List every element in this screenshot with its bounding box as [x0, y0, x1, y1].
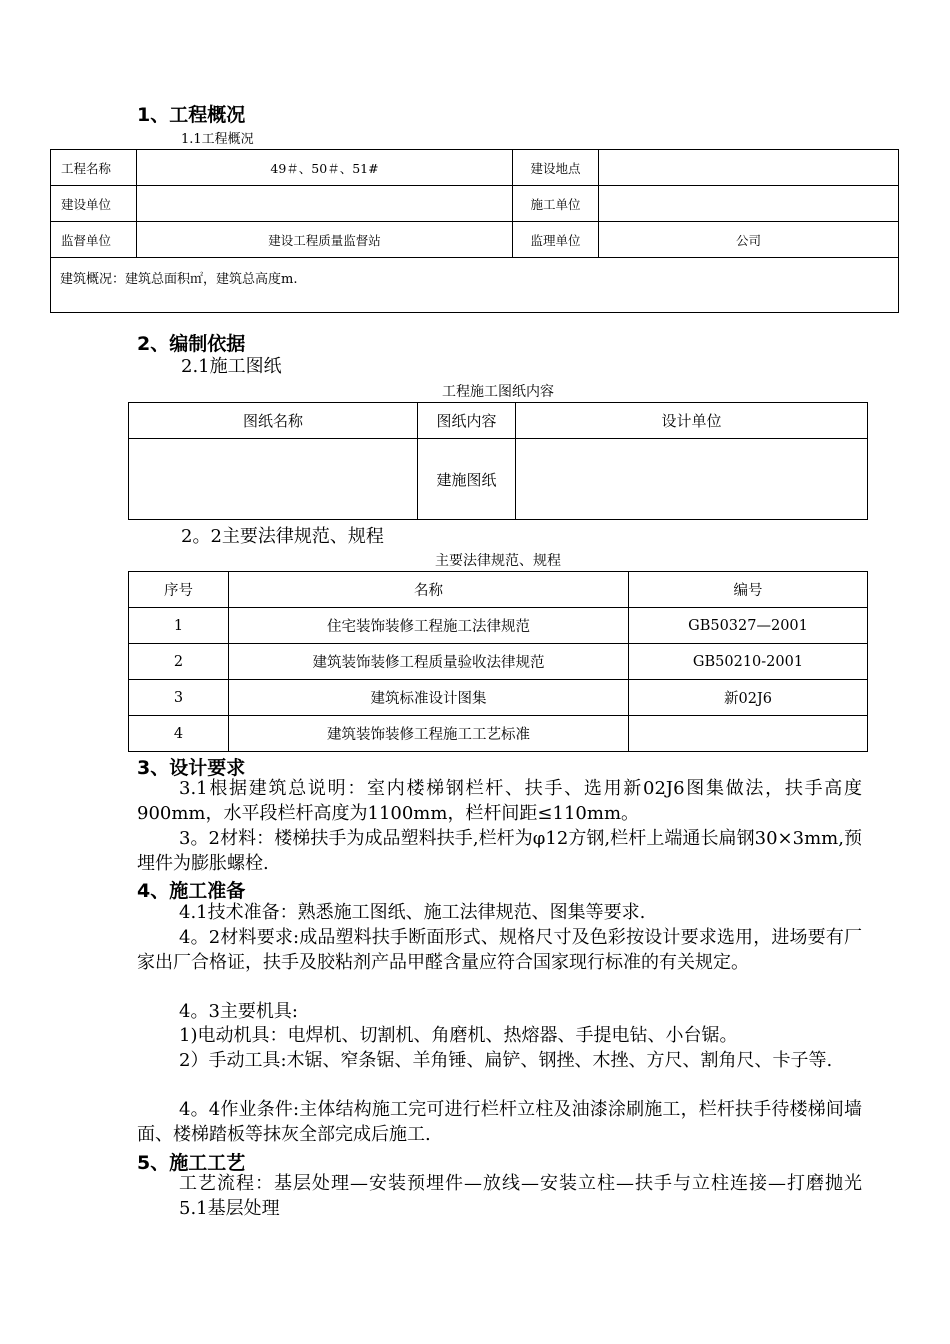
paragraph-3-1: 3.1根据建筑总说明：室内楼梯钢栏杆、扶手、选用新02J6图集做法，扶手高度900mm，水平段栏杆高度为1100mm，栏杆间距≤110mm。 [137, 778, 862, 824]
table-cell: 建设地点 [513, 150, 599, 186]
table-cell [516, 439, 868, 520]
section-3-heading: 3、设计要求 [137, 757, 246, 779]
table-cell: 1 [129, 608, 229, 644]
table-row [51, 150, 899, 186]
table-cell: 建施图纸 [418, 439, 516, 520]
paragraph-5-flow [137, 1172, 862, 1221]
table-cell: 建筑标准设计图集 [229, 680, 629, 716]
section-2-heading: 2、编制依据 [137, 333, 246, 355]
table-cell: 公司 [599, 222, 899, 258]
table-cell [129, 439, 418, 520]
table-cell: GB50327—2001 [629, 608, 868, 644]
table-row [51, 222, 899, 258]
table-row [51, 186, 899, 222]
section-1-heading: 1、工程概况 [137, 104, 246, 126]
table-header-cell: 设计单位 [516, 403, 868, 439]
table-cell: 施工单位 [513, 186, 599, 222]
table-cell: 监理单位 [513, 222, 599, 258]
norms-table [128, 571, 868, 752]
paragraph-3-2: 3。2材料：楼梯扶手为成品塑料扶手,栏杆为φ12方钢,栏杆上端通长扁钢30×3mm,预埋件为膨胀螺栓. [137, 828, 862, 874]
table-cell: 新02J6 [629, 680, 868, 716]
drawings-table [128, 402, 868, 520]
table-cell: 建设单位 [51, 186, 137, 222]
section-2-1-subheading: 2.1施工图纸 [181, 356, 282, 377]
paragraph-4-3-2: 2）手动工具:木锯、窄条锯、羊角锤、扁铲、钢挫、木挫、方尺、割角尺、卡子等. [179, 1050, 833, 1071]
table-cell: 工程名称 [51, 150, 137, 186]
table-cell: 建筑装饰装修工程施工工艺标准 [229, 716, 629, 752]
project-overview-table [50, 149, 899, 313]
norms-table-caption: 主要法律规范、规程 [435, 553, 561, 569]
table-row [129, 716, 868, 752]
table-header-row [129, 403, 868, 439]
paragraph-4-3-1: 1)电动机具：电焊机、切割机、角磨机、热熔器、手提电钻、小台锯。 [179, 1025, 738, 1046]
table-cell: GB50210-2001 [629, 644, 868, 680]
paragraph-4-2: 4。2材料要求:成品塑料扶手断面形式、规格尺寸及色彩按设计要求选用，进场要有厂家出厂合格证，扶手及胶粘剂产品甲醛含量应符合国家现行标准的有关规定。 [137, 927, 862, 973]
section-5-1-subheading: 5.1基层处理 [179, 1197, 280, 1219]
table-cell: 住宅装饰装修工程施工法律规范 [229, 608, 629, 644]
table-cell [137, 186, 513, 222]
section-1-1-subheading: 1.1工程概况 [181, 132, 254, 147]
section-2-2-subheading: 2。2主要法律规范、规程 [181, 526, 384, 547]
process-flow-text: 工艺流程：基层处理—安装预埋件—放线—安装立柱—扶手与立柱连接—打磨抛光 [179, 1173, 862, 1194]
table-cell: 49＃、50＃、51# [137, 150, 513, 186]
table-cell: 2 [129, 644, 229, 680]
paragraph-4-1: 4.1技术准备：熟悉施工图纸、施工法律规范、图集等要求. [179, 902, 646, 923]
table-row [129, 439, 868, 520]
table-row [129, 680, 868, 716]
table-row [51, 258, 899, 313]
table-cell: 3 [129, 680, 229, 716]
table-cell [629, 716, 868, 752]
table-header-cell: 名称 [229, 572, 629, 608]
table-row [129, 608, 868, 644]
paragraph-4-3: 4。3主要机具: [179, 1001, 298, 1022]
table-header-row [129, 572, 868, 608]
table-cell [599, 150, 899, 186]
table-header-cell: 图纸内容 [418, 403, 516, 439]
building-overview-note: 建筑概况：建筑总面积㎡，建筑总高度m. [51, 258, 899, 313]
table-row [129, 644, 868, 680]
table-header-cell: 图纸名称 [129, 403, 418, 439]
table-cell: 监督单位 [51, 222, 137, 258]
table-cell [599, 186, 899, 222]
table-cell: 建设工程质量监督站 [137, 222, 513, 258]
table-cell: 4 [129, 716, 229, 752]
table-cell: 建筑装饰装修工程质量验收法律规范 [229, 644, 629, 680]
section-5-heading: 5、施工工艺 [137, 1152, 246, 1174]
paragraph-4-4: 4。4作业条件:主体结构施工完可进行栏杆立柱及油漆涂刷施工，栏杆扶手待楼梯间墙面、楼梯踏板等抹灰全部完成后施工. [137, 1099, 862, 1145]
drawings-table-caption: 工程施工图纸内容 [442, 384, 554, 400]
section-4-heading: 4、施工准备 [137, 880, 246, 902]
table-header-cell: 编号 [629, 572, 868, 608]
table-header-cell: 序号 [129, 572, 229, 608]
